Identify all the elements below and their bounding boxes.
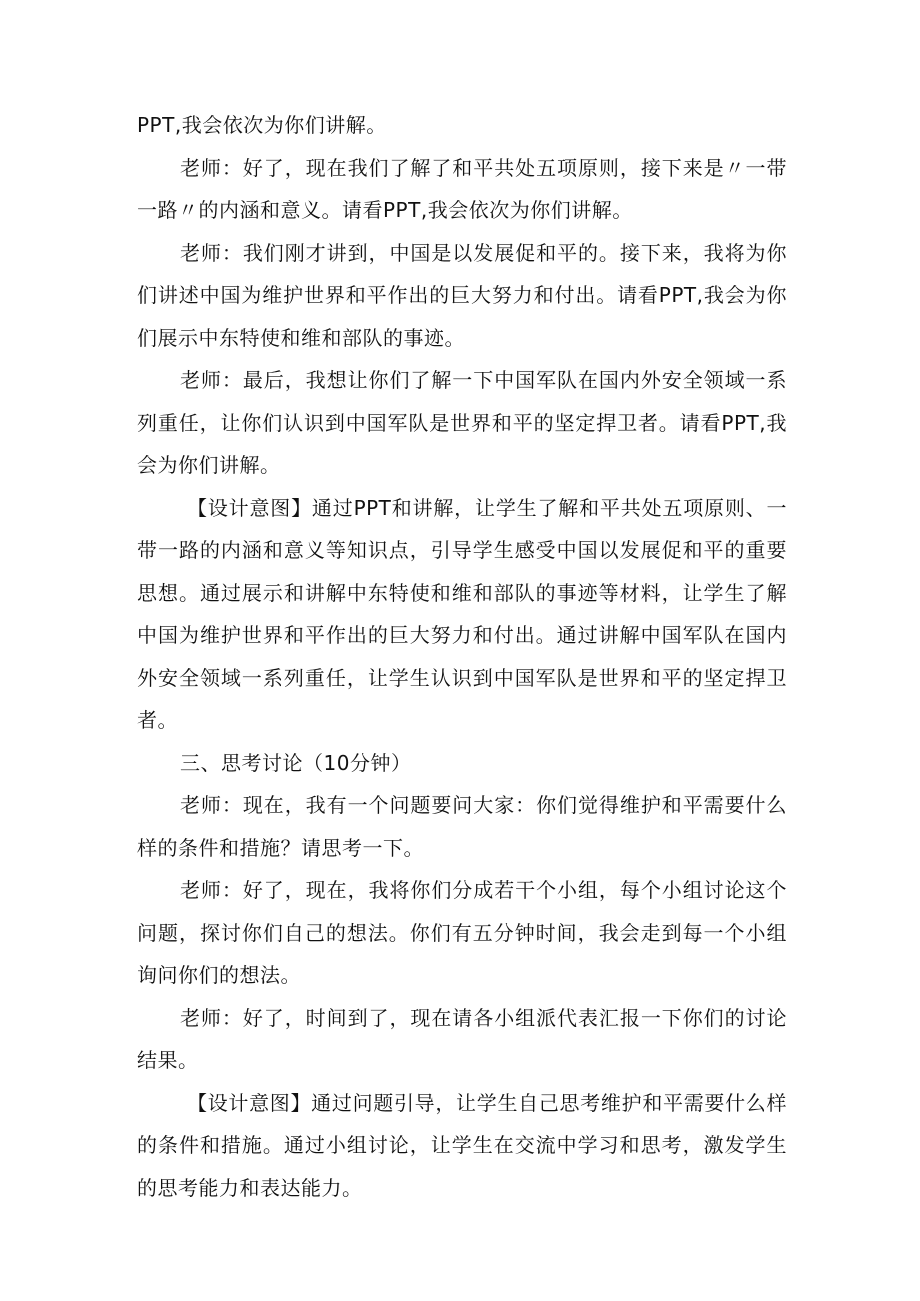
section-heading-discussion: 三、思考讨论（10分钟） xyxy=(180,750,412,775)
paragraph-belt-and-road: 老师：好了，现在我们了解了和平共处五项原则，接下来是〃一带一路〃的内涵和意义。请看PPT,我会依次为你们讲解。 xyxy=(137,155,787,222)
paragraph-military-role: 老师：最后，我想让你们了解一下中国军队在国内外安全领域一系列重任，让你们认识到中国军队是世界和平的坚定捍卫者。请看PPT,我会为你们讲解。 xyxy=(137,368,787,477)
paragraph-design-intent-2: 【设计意图】通过问题引导，让学生自己思考维护和平需要什么样的条件和措施。通过小组讨论，让学生在交流中学习和思考，激发学生的思考能力和表达能力。 xyxy=(137,1090,787,1200)
paragraph-ppt-continuation: PPT,我会依次为你们讲解。 xyxy=(137,113,387,137)
paragraph-report-results: 老师：好了，时间到了，现在请各小组派代表汇报一下你们的讨论结果。 xyxy=(137,1005,787,1072)
paragraph-group-discussion: 老师：好了，现在，我将你们分成若干个小组，每个小组讨论这个问题，探讨你们自己的想法。你们有五分钟时间，我会走到每一个小组询问你们的想法。 xyxy=(137,878,787,987)
document-body xyxy=(137,104,787,1209)
paragraph-design-intent-1: 【设计意图】通过PPT和讲解，让学生了解和平共处五项原则、一带一路的内涵和意义等知识点，引导学生感受中国以发展促和平的重要思想。通过展示和讲解中东特使和维和部队的事迹等材料，让学生了解中国为维护世界和平作出的巨大努力和付出。通过讲解中国军队在国内外安全领域一系列重任，让学生认识到中国军队是世界和平的坚定捍卫者。 xyxy=(137,495,787,732)
paragraph-question: 老师：现在，我有一个问题要问大家：你们觉得维护和平需要什么样的条件和措施？请思考一下。 xyxy=(137,793,787,860)
paragraph-development-peace: 老师：我们刚才讲到，中国是以发展促和平的。接下来，我将为你们讲述中国为维护世界和平作出的巨大努力和付出。请看PPT,我会为你们展示中东特使和维和部队的事迹。 xyxy=(137,240,787,350)
